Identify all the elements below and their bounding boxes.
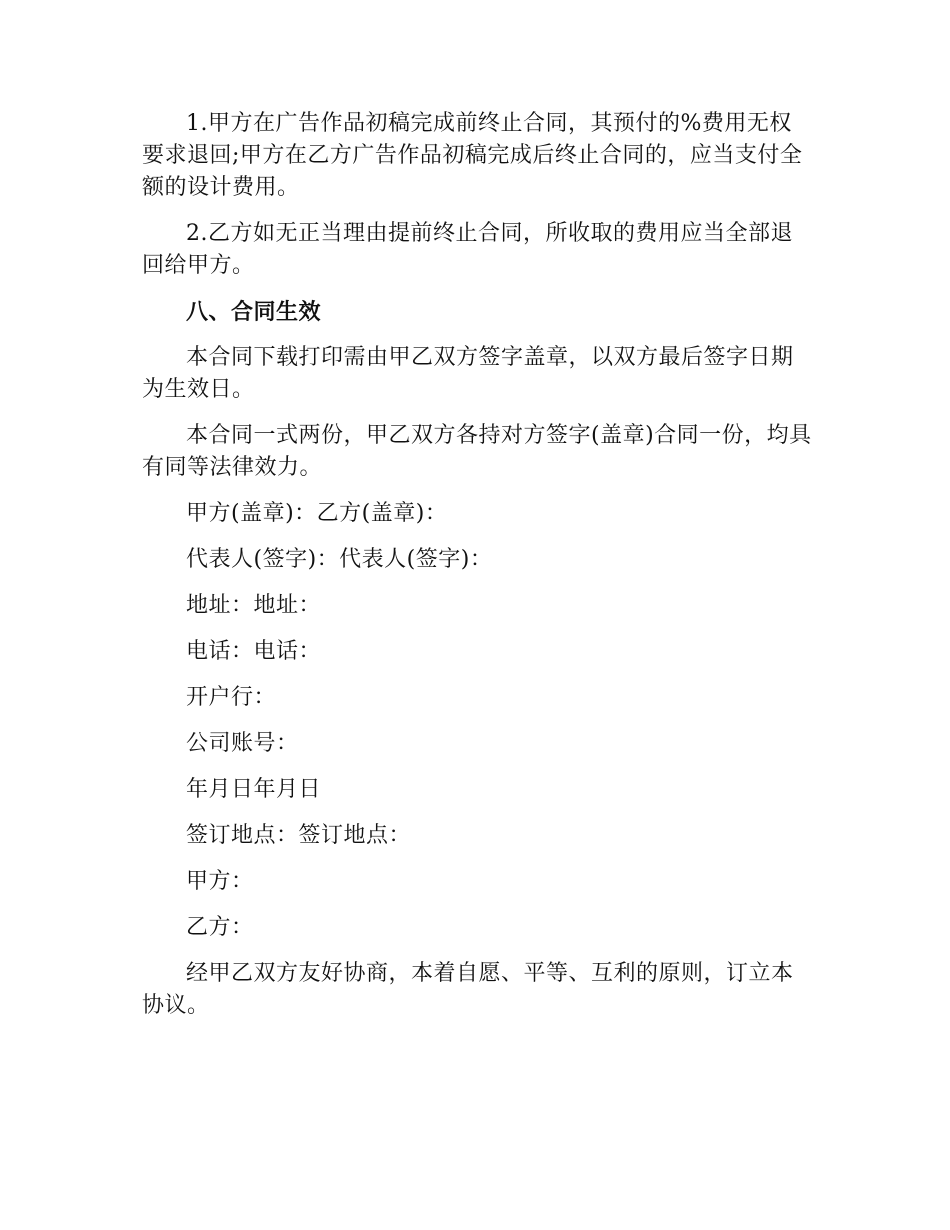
signature-representative-line: 代表人(签字)：代表人(签字)： (186, 547, 493, 572)
signature-seal-line: 甲方(盖章)：乙方(盖章)： (186, 501, 448, 526)
clause-effective-date: 本合同下载打印需由甲乙双方签字盖章，以双方最后签字日期为生效日。 (142, 345, 794, 402)
phone-line: 电话：电话： (186, 639, 322, 664)
clause-termination-party-a: 1.甲方在广告作品初稿完成前终止合同，其预付的%费用无权要求退回;甲方在乙方广告作品初稿完成后终止合同的，应当支付全额的设计费用。 (142, 111, 803, 200)
section-heading-effectiveness: 八、合同生效 (186, 299, 322, 325)
address-line: 地址：地址： (186, 593, 322, 618)
party-b-line: 乙方： (186, 915, 254, 940)
agreement-preamble: 经甲乙双方友好协商，本着自愿、平等、互利的原则，订立本协议。 (142, 961, 794, 1018)
party-a-line: 甲方： (186, 869, 254, 894)
clause-copies: 本合同一式两份，甲乙双方各持对方签字(盖章)合同一份，均具有同等法律效力。 (142, 423, 812, 480)
account-line: 公司账号： (186, 731, 299, 756)
date-line: 年月日年月日 (186, 777, 322, 802)
signing-place-line: 签订地点：签订地点： (186, 823, 412, 848)
document-page (142, 108, 814, 1036)
clause-termination-party-b: 2.乙方如无正当理由提前终止合同，所收取的费用应当全部退回给甲方。 (142, 221, 793, 278)
bank-line: 开户行： (186, 685, 277, 710)
